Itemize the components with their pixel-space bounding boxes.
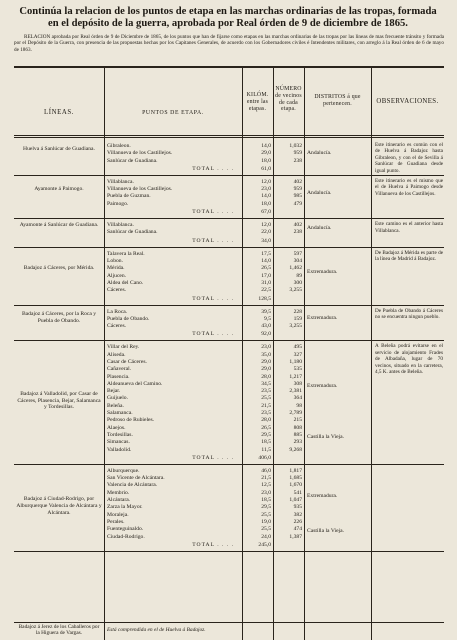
- etapa-name: Villablanca.: [107, 178, 134, 185]
- etapa-kilom: 29,0: [261, 150, 271, 157]
- header-distritos: DISTRITOS á que pertenecen.: [314, 94, 361, 107]
- section-observacion: Este itinerario es el mismo que el de Huelva á Paimogo desde Villanueva de los Castillejos.: [375, 177, 443, 197]
- etapa-name: Valladolid.: [107, 446, 132, 453]
- etapa-kilom: 39,5: [261, 308, 271, 315]
- etapa-vecinos: 885: [293, 431, 302, 438]
- etapa-vecinos: 308: [293, 380, 302, 387]
- etapa-kilom: 18,0: [261, 157, 271, 164]
- etapa-vecinos: 9,268: [289, 446, 302, 453]
- section-observacion: A Beleña podrá evitarse en el servicio de alojamiento Frades de Albadaña, lugar de 70 vecinos, situado en la carretera, 4,5 K. antes de Beleña.: [375, 343, 443, 376]
- etapa-kilom: 14,0: [261, 257, 271, 264]
- etapa-name: Villablanca.: [107, 222, 134, 229]
- section-observacion: Este itinerario es común con el de Huelva á Badajoz hasta Gibraleon, y con el de Sevilla á Sanlúcar de Guadiana desde igual punto.: [375, 142, 443, 174]
- etapa-name: Simancas.: [107, 439, 130, 446]
- etapa-kilom: 43,0: [261, 323, 271, 330]
- section-kilom: [243, 468, 271, 541]
- section-total-value: 128,5: [258, 295, 271, 302]
- section-total-label: [114, 238, 240, 245]
- section-observacion: De Badajoz á Mérida es parte de la línea de Madrid á Badajoz.: [375, 249, 443, 263]
- etapa-kilom: 26,5: [261, 265, 271, 272]
- etapa-kilom: 29,5: [261, 504, 271, 511]
- etapa-vecinos: 959: [293, 150, 302, 157]
- section-puntos: [107, 468, 241, 541]
- table-top-rule: [14, 66, 444, 68]
- etapa-name: Ciudad-Rodrigo.: [107, 533, 145, 540]
- etapa-kilom: 14,0: [261, 193, 271, 200]
- etapa-name: Cañaveral.: [107, 366, 132, 373]
- etapa-vecinos: 495: [293, 344, 302, 351]
- section-total-value: 245,0: [258, 541, 271, 548]
- section-kilom: [243, 222, 271, 237]
- etapa-vecinos: 959: [293, 186, 302, 193]
- section-rule: [14, 340, 444, 341]
- section-total-label: [114, 209, 240, 216]
- section-rule: [14, 551, 444, 552]
- etapa-name: Talavera la Real.: [107, 250, 145, 257]
- etapa-name: Aldeanueva del Camino.: [107, 380, 163, 387]
- section-distrito: Andalucía.: [307, 149, 332, 156]
- etapa-name: Fuenteguinaldo.: [107, 526, 144, 533]
- total-label-text: TOTAL . . . .: [192, 331, 234, 338]
- etapa-vecinos: 2,789: [289, 410, 302, 417]
- etapa-kilom: 46,0: [261, 467, 271, 474]
- section-total-value: 67,0: [261, 209, 271, 216]
- section-vecinos: [274, 344, 302, 453]
- etapa-name: Beleña.: [107, 402, 124, 409]
- total-label-text: TOTAL . . . .: [192, 165, 234, 172]
- etapa-vecinos: 1,032: [289, 143, 302, 149]
- section-total-value: 406,0: [258, 454, 271, 461]
- header-lineas: LÍNEAS.: [43, 109, 75, 116]
- column-rule: [104, 66, 105, 640]
- etapa-vecinos: 304: [293, 257, 302, 264]
- etapa-name: Mérida.: [107, 265, 125, 272]
- section-total-value: 61,0: [261, 165, 271, 172]
- etapa-kilom: 9,5: [264, 315, 271, 322]
- etapa-vecinos: 1,685: [289, 475, 302, 482]
- etapa-vecinos: 3,255: [289, 323, 302, 330]
- section-puntos: [107, 251, 241, 295]
- etapa-name: Zarza la Mayor.: [107, 504, 143, 511]
- etapa-kilom: 25,5: [261, 395, 271, 402]
- etapa-vecinos: 1,670: [289, 482, 302, 489]
- section-kilom: [243, 143, 271, 165]
- etapa-vecinos: 215: [293, 417, 302, 424]
- etapa-kilom: 25,5: [261, 511, 271, 518]
- section-observacion: De Puebla de Obando á Cáceres no se encuentra ningun pueblo.: [375, 307, 443, 320]
- total-label-text: TOTAL . . . .: [192, 541, 234, 548]
- section-total-label: [114, 166, 240, 173]
- etapa-vecinos: 3,255: [289, 287, 302, 294]
- etapa-vecinos: 402: [293, 178, 302, 185]
- etapa-vecinos: 2,381: [289, 388, 302, 395]
- etapa-name: San Vicente de Alcántara.: [107, 475, 165, 482]
- section-rule: [14, 464, 444, 465]
- etapa-kilom: 28,0: [261, 417, 271, 424]
- etapa-kilom: 28,0: [261, 373, 271, 380]
- section-distrito: Castilla la Vieja.: [307, 527, 344, 534]
- etapa-vecinos: 159: [293, 315, 302, 322]
- etapa-kilom: 12,0: [261, 222, 271, 229]
- etapa-name: Sanlúcar de Guadiana.: [107, 229, 158, 236]
- section-rule: [14, 175, 444, 176]
- section-total-value: 34,0: [261, 237, 271, 244]
- etapa-kilom: 22,5: [261, 287, 271, 294]
- header-numero: NÚMERO de vecinos de cada etapa.: [275, 86, 302, 113]
- section-puntos: [107, 344, 241, 453]
- etapa-name: Membrio.: [107, 489, 130, 496]
- etapa-name: Cáceres.: [107, 323, 127, 330]
- section-vecinos: [274, 468, 302, 541]
- etapa-vecinos: 293: [293, 439, 302, 446]
- section-linea: Badajoz á Cáceres, por la Roca y Puebla de Obando.: [21, 311, 97, 325]
- section-linea: Ayamonte á Sanlúcar de Guadiana.: [19, 222, 99, 229]
- etapa-vecinos: 1,047: [289, 497, 302, 504]
- etapa-kilom: 14,0: [261, 143, 271, 149]
- total-label-text: TOTAL . . . .: [192, 295, 234, 302]
- etapa-vecinos: 402: [293, 222, 302, 229]
- etapa-vecinos: 382: [293, 511, 302, 518]
- etapa-name: Plasencia.: [107, 373, 130, 380]
- etapa-vecinos: 935: [293, 504, 302, 511]
- etapa-kilom: 26,5: [261, 424, 271, 431]
- total-label-text: TOTAL . . . .: [192, 237, 234, 244]
- etapa-name: Lobon.: [107, 257, 124, 264]
- section-puntos: [107, 143, 241, 165]
- etapa-name: Aliseda.: [107, 351, 126, 358]
- etapa-vecinos: 1,817: [289, 467, 302, 474]
- etapa-vecinos: 1,387: [289, 533, 302, 540]
- section-kilom: [243, 344, 271, 453]
- etapa-vecinos: 238: [293, 229, 302, 236]
- section-vecinos: [274, 179, 302, 208]
- etapa-kilom: 17,0: [261, 272, 271, 279]
- section-total-value: 92,0: [261, 331, 271, 338]
- section-linea: Badajoz á Cáceres, por Mérida.: [23, 264, 95, 271]
- etapa-name: Gibraleon.: [107, 143, 131, 149]
- etapa-kilom: 21,5: [261, 402, 271, 409]
- etapa-kilom: 23,0: [261, 489, 271, 496]
- etapa-kilom: 23,0: [261, 344, 271, 351]
- etapa-vecinos: 597: [293, 250, 302, 257]
- section-rule: [14, 305, 444, 306]
- etapa-kilom: 17,5: [261, 250, 271, 257]
- etapa-vecinos: 327: [293, 351, 302, 358]
- header-bottom-rule: [14, 135, 444, 138]
- etapa-kilom: 24,0: [261, 533, 271, 540]
- etapa-name: Paimogo.: [107, 200, 129, 207]
- etapa-vecinos: 1,180: [289, 358, 302, 365]
- section-distrito: Extremadura.: [307, 382, 338, 389]
- etapa-name: Alburquerque.: [107, 467, 140, 474]
- etapa-vecinos: 535: [293, 366, 302, 373]
- etapa-vecinos: 474: [293, 526, 302, 533]
- header-kilom: KILÓM. entre las etapas.: [246, 92, 269, 112]
- etapa-kilom: 12,5: [261, 482, 271, 489]
- etapa-name: Perales.: [107, 518, 125, 525]
- etapa-name: Villanueva de los Castillejos.: [107, 186, 173, 193]
- section-vecinos: [274, 222, 302, 237]
- etapa-vecinos: 89: [296, 272, 302, 279]
- section-rule: [14, 218, 444, 219]
- etapa-kilom: 18,0: [261, 200, 271, 207]
- etapa-kilom: 23,0: [261, 186, 271, 193]
- section-linea: Huelva á Sanlúcar de Guadiana.: [23, 145, 95, 152]
- etapa-vecinos: 226: [293, 518, 302, 525]
- etapa-name: Tordesillas.: [107, 431, 133, 438]
- column-rule: [304, 66, 305, 640]
- header-observaciones: OBSERVACIONES.: [376, 98, 439, 105]
- etapa-kilom: 11,5: [261, 446, 271, 453]
- etapa-name: Sanlúcar de Guadiana.: [107, 157, 158, 164]
- section-puntos: [107, 222, 241, 237]
- section-total-label: [114, 542, 240, 549]
- document-title: Continúa la relacion de los puntos de etapa en las marchas ordinarias de las tropas, formada en el depósito de la guerra, aprobada por Real órden de 9 de diciembre de 1865.: [19, 6, 437, 29]
- etapa-name: Aljucen.: [107, 272, 127, 279]
- section-rule: [14, 247, 444, 248]
- section-linea: Badajoz á Ciudad-Rodrigo, por Alburquerque Valencia de Alcántara y Alcántara.: [16, 496, 102, 516]
- section-distrito: Castilla la Vieja.: [307, 434, 344, 441]
- section-puntos: [107, 309, 241, 331]
- section-distrito: Extremadura.: [307, 268, 338, 275]
- etapa-name: Villar del Rey.: [107, 344, 140, 351]
- footer-nota: Está comprendida en el de Huelva á Badajoz.: [107, 627, 206, 633]
- etapa-name: Bejar.: [107, 388, 121, 395]
- column-rule: [371, 66, 372, 640]
- etapa-kilom: 12,0: [261, 178, 271, 185]
- etapa-vecinos: 98: [296, 402, 302, 409]
- etapa-kilom: 31,0: [261, 279, 271, 286]
- etapa-vecinos: 1,462: [289, 265, 302, 272]
- etapa-kilom: 34,5: [261, 380, 271, 387]
- etapa-kilom: 22,0: [261, 229, 271, 236]
- etapa-kilom: 23,5: [261, 410, 271, 417]
- etapa-vecinos: 300: [293, 279, 302, 286]
- etapa-vecinos: 541: [293, 489, 302, 496]
- etapa-vecinos: 238: [293, 157, 302, 164]
- section-distrito: Extremadura.: [307, 493, 338, 500]
- etapa-name: Moraleja.: [107, 511, 129, 518]
- total-label-text: TOTAL . . . .: [192, 209, 234, 216]
- section-total-label: [114, 455, 240, 462]
- etapa-kilom: 21,5: [261, 475, 271, 482]
- etapas-table: [14, 66, 444, 640]
- total-label-text: TOTAL . . . .: [192, 454, 234, 461]
- etapa-name: Casar de Cáceres.: [107, 358, 147, 365]
- section-distrito: Extremadura.: [307, 315, 338, 322]
- section-observacion: Este camino es el anterior hasta Villablanca.: [375, 221, 443, 234]
- etapa-name: La Roca.: [107, 308, 128, 315]
- section-kilom: [243, 179, 271, 208]
- etapa-name: Cáceres.: [107, 287, 127, 294]
- footer-rule: [14, 622, 444, 623]
- section-total-label: [114, 296, 240, 303]
- footer-linea: Badajoz á Jerez de los Caballeros por la Higuera de Vargas.: [18, 624, 100, 637]
- etapa-kilom: 29,0: [261, 358, 271, 365]
- etapa-name: Guijuelo.: [107, 395, 128, 402]
- etapa-vecinos: 808: [293, 424, 302, 431]
- etapa-name: Alaejos.: [107, 424, 126, 431]
- etapa-vecinos: 985: [293, 193, 302, 200]
- section-distrito: Andalucía.: [307, 189, 332, 196]
- etapa-kilom: 25,5: [261, 526, 271, 533]
- etapa-name: Puebla de Guzman.: [107, 193, 151, 200]
- etapa-name: Alcántara.: [107, 497, 131, 504]
- section-vecinos: [274, 251, 302, 295]
- intro-paragraph: RELACION aprobada por Real órden de 9 de Diciembre de 1865, de los puntos que han de fijarse como etapas en las marchas ordinarias de las tropas por las lineas de mas frecuente tránsito y formada por el Depósito de la Guerra, con presencia de las propuestas hechas por los Capitanes Generales, de acuerdo con los Gobernadores civiles é Intendentes militares, con arreglo á la Real órden de 6 de mayo de 1863.: [14, 34, 444, 53]
- section-total-label: [114, 331, 240, 338]
- etapa-name: Salamanca.: [107, 410, 133, 417]
- etapa-kilom: 29,5: [261, 431, 271, 438]
- etapa-vecinos: 1,217: [289, 373, 302, 380]
- header-puntos: PUNTOS DE ETAPA.: [142, 110, 204, 116]
- etapa-kilom: 18,5: [261, 439, 271, 446]
- etapa-name: Pedroso de Rubieles.: [107, 417, 155, 424]
- etapa-kilom: 35,0: [261, 351, 271, 358]
- etapa-kilom: 18,5: [261, 497, 271, 504]
- etapa-name: Aldea del Cano.: [107, 279, 144, 286]
- etapa-kilom: 19,0: [261, 518, 271, 525]
- section-distrito: Andalucía.: [307, 225, 332, 232]
- etapa-vecinos: 228: [293, 308, 302, 315]
- section-linea: Badajoz á Valladolid, por Casar de Cáceres, Plasencia, Bejar, Salamanca y Tordesillas.: [17, 391, 101, 411]
- etapa-kilom: 29,0: [261, 366, 271, 373]
- etapa-name: Villanueva de los Castillejos.: [107, 150, 173, 157]
- etapa-kilom: 23,5: [261, 388, 271, 395]
- section-vecinos: [274, 143, 302, 165]
- etapa-name: Valencia de Alcántara.: [107, 482, 158, 489]
- etapa-name: Puebla de Obando.: [107, 315, 150, 322]
- section-linea: Ayamonte á Paimogo.: [34, 185, 84, 192]
- section-vecinos: [274, 309, 302, 331]
- section-kilom: [243, 309, 271, 331]
- etapa-vecinos: 364: [293, 395, 302, 402]
- section-puntos: [107, 179, 241, 208]
- etapa-vecinos: 479: [293, 200, 302, 207]
- section-kilom: [243, 251, 271, 295]
